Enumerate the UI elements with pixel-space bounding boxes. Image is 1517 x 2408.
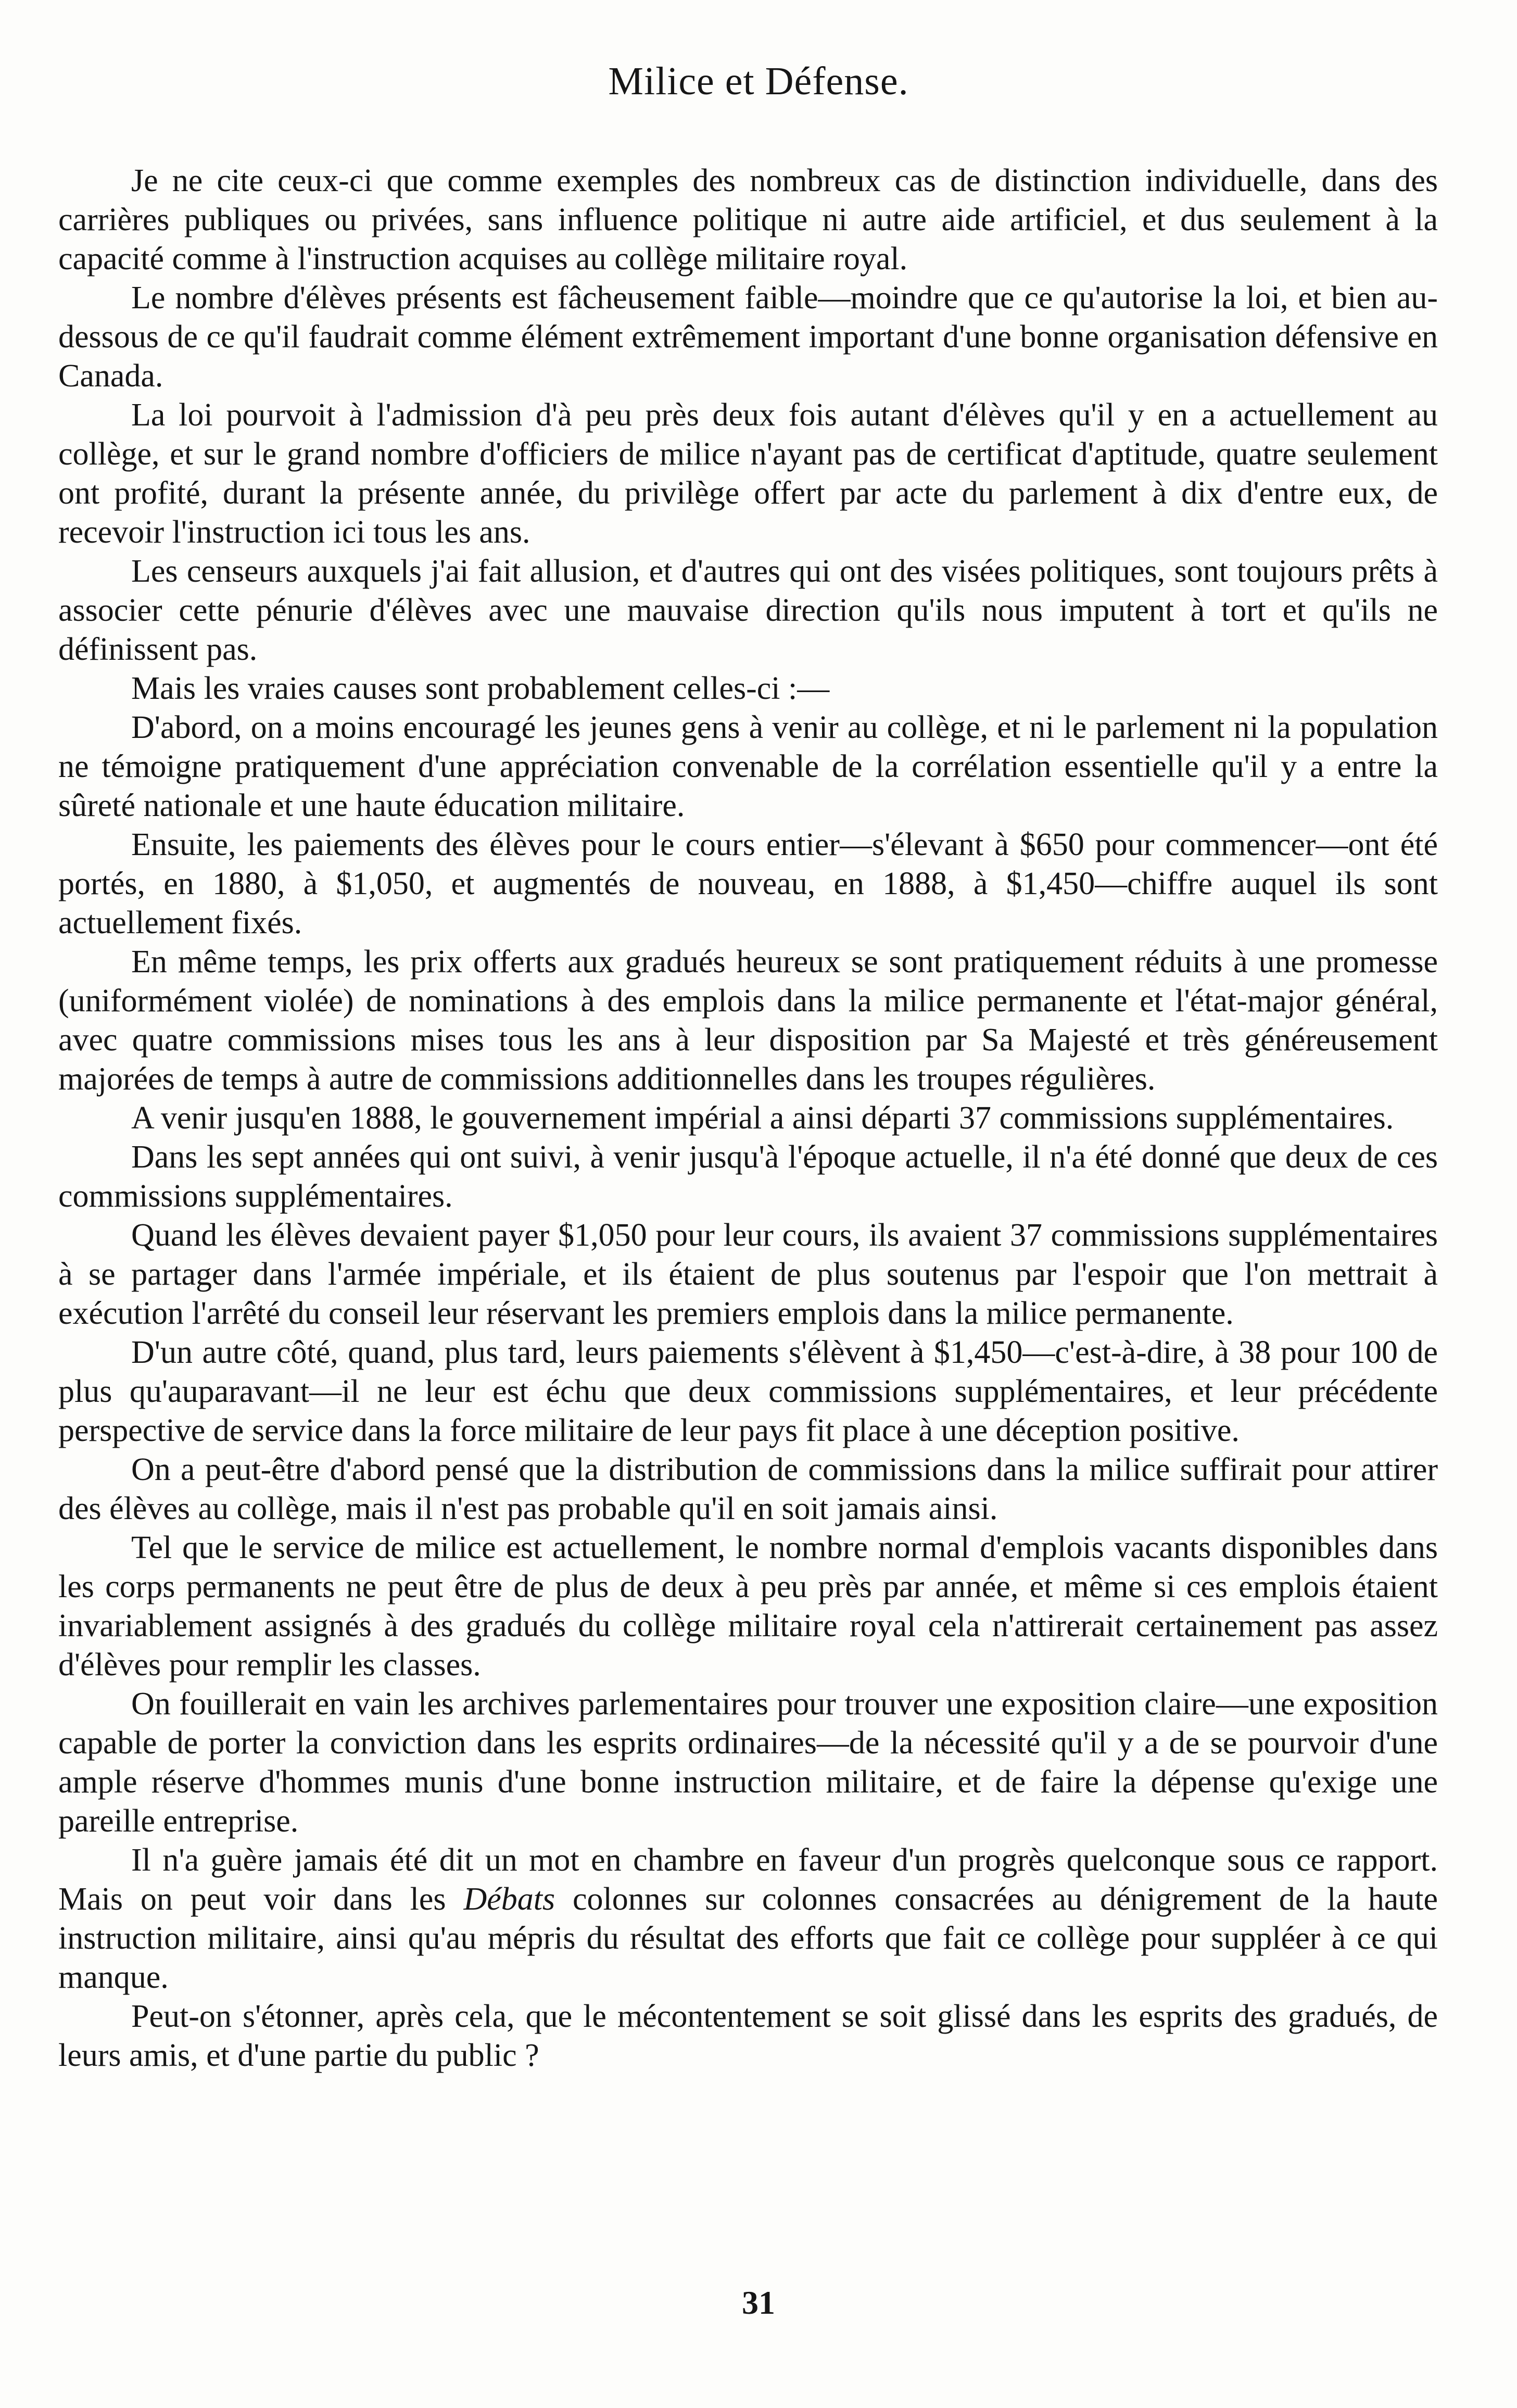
paragraph: Mais les vraies causes sont probablement celles-ci :—: [131, 671, 830, 706]
paragraph: Quand les élèves devaient payer $1,050 pour leur cours, ils avaient 37 commissions supplémentaires à se partager dans l'armée impériale, et ils étaient de plus soutenus par l'espoir que l'on mettrait à exécution l'arrêté du conseil leur réservant les premiers emplois dans la milice permanente.: [58, 1218, 1438, 1331]
body-text: [58, 161, 1438, 2075]
italic-title: Débats: [463, 1882, 555, 1917]
paragraph: En même temps, les prix offerts aux gradués heureux se sont pratiquement réduits à une promesse (uniformément violée) de nominations à des emplois dans la milice permanente et l'état-major général, avec quatre commissions mises tous les ans à leur disposition par Sa Majesté et très généreusement majorées de temps à autre de commissions additionnelles dans les troupes régulières.: [58, 944, 1438, 1097]
page-number: 31: [742, 2284, 775, 2321]
paragraph: On fouillerait en vain les archives parlementaires pour trouver une exposition claire—une exposition capable de porter la conviction dans les esprits ordinaires—de la nécessité qu'il y a de se pourvoir d'une ample réserve d'hommes munis d'une bonne instruction militaire, et de faire la dépense qu'exige une pareille entreprise.: [58, 1686, 1438, 1839]
page-title: Milice et Défense.: [608, 59, 909, 103]
paragraph: A venir jusqu'en 1888, le gouvernement impérial a ainsi départi 37 commissions supplémentaires.: [131, 1100, 1394, 1136]
paragraph: Le nombre d'élèves présents est fâcheusement faible—moindre que ce qu'autorise la loi, et bien au-dessous de ce qu'il faudrait comme élément extrêmement important d'une bonne organisation défensive en Canada.: [58, 280, 1438, 394]
paragraph: La loi pourvoit à l'admission d'à peu près deux fois autant d'élèves qu'il y en a actuellement au collège, et sur le grand nombre d'officiers de milice n'ayant pas de certificat d'aptitude, quatre seulement ont profité, durant la présente année, du privilège offert par acte du parlement à dix d'entre eux, de recevoir l'instruction ici tous les ans.: [58, 397, 1438, 550]
paragraph: Il n'a guère jamais été dit un mot en chambre en faveur d'un progrès quelconque sous ce rapport. Mais on peut voir dans les Débats colonnes sur colonnes consacrées au dénigrement de la haute instruction militaire, ainsi qu'au mépris du résultat des efforts que fait ce collège pour suppléer à ce qui manque.: [58, 1842, 1438, 1995]
paragraph: D'un autre côté, quand, plus tard, leurs paiements s'élèvent à $1,450—c'est-à-dire, à 38 pour 100 de plus qu'auparavant—il ne leur est échu que deux commissions supplémentaires, et leur précédente perspective de service dans la force militaire de leur pays fit place à une déception positive.: [58, 1335, 1438, 1448]
paragraph: Dans les sept années qui ont suivi, à venir jusqu'à l'époque actuelle, il n'a été donné que deux de ces commissions supplémentaires.: [58, 1139, 1438, 1214]
paragraph: Je ne cite ceux-ci que comme exemples des nombreux cas de distinction individuelle, dans des carrières publiques ou privées, sans influence politique ni autre aide artificiel, et dus seulement à la capacité comme à l'instruction acquises au collège militaire royal.: [58, 163, 1438, 277]
paragraph: Ensuite, les paiements des élèves pour le cours entier—s'élevant à $650 pour commencer—ont été portés, en 1880, à $1,050, et augmentés de nouveau, en 1888, à $1,450—chiffre auquel ils sont actuellement fixés.: [58, 827, 1438, 940]
paragraph: On a peut-être d'abord pensé que la distribution de commissions dans la milice suffirait pour attirer des élèves au collège, mais il n'est pas probable qu'il en soit jamais ainsi.: [58, 1452, 1438, 1526]
paragraph: Les censeurs auxquels j'ai fait allusion, et d'autres qui ont des visées politiques, sont toujours prêts à associer cette pénurie d'élèves avec une mauvaise direction qu'ils nous imputent à tort et qu'ils ne définissent pas.: [58, 554, 1438, 667]
paragraph: D'abord, on a moins encouragé les jeunes gens à venir au collège, et ni le parlement ni la population ne témoigne pratiquement d'une appréciation convenable de la corrélation essentielle qu'il y a entre la sûreté nationale et une haute éducation militaire.: [58, 710, 1438, 823]
paragraph: Tel que le service de milice est actuellement, le nombre normal d'emplois vacants disponibles dans les corps permanents ne peut être de plus de deux à peu près par année, et même si ces emplois étaient invariablement assignés à des gradués du collège militaire royal cela n'attirerait certainement pas assez d'élèves pour remplir les classes.: [58, 1530, 1438, 1683]
paragraph: Peut-on s'étonner, après cela, que le mécontentement se soit glissé dans les esprits des gradués, de leurs amis, et d'une partie du public ?: [58, 1999, 1438, 2073]
